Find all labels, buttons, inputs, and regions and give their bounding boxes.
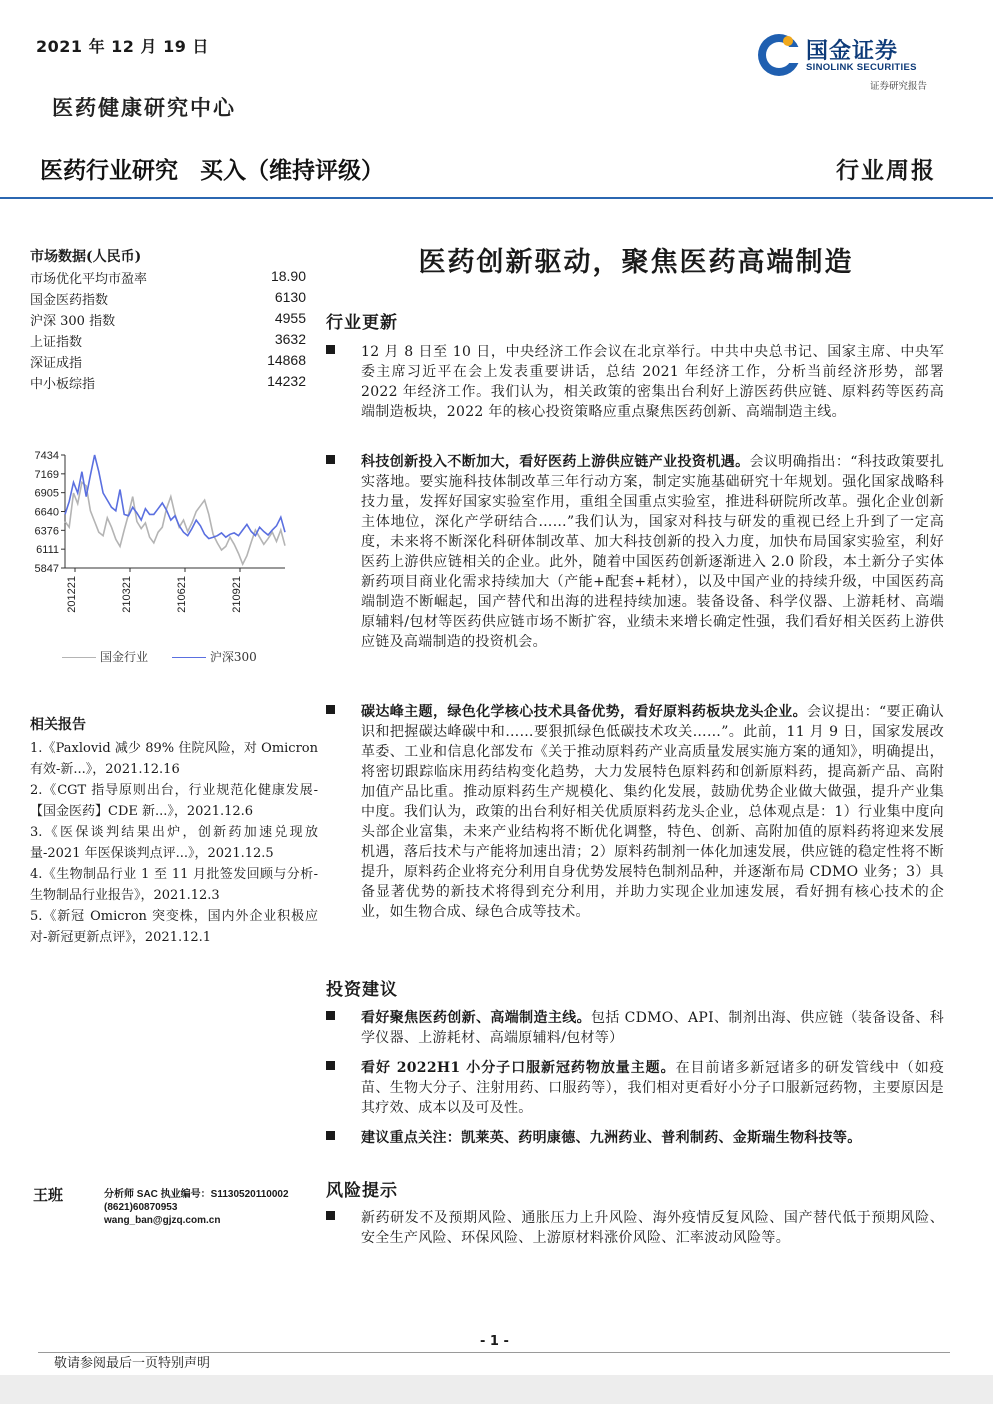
report-title: 医药创新驱动，聚焦医药高端制造 — [418, 247, 854, 278]
related-report-item[interactable]: 3.《医保谈判结果出炉，创新药加速兑现放量-2021 年医保谈判点评...》，2021.12.5 — [30, 825, 318, 861]
y-tick-label: 6376 — [34, 525, 59, 538]
market-row: 市场优化平均市盈率 18.90 — [30, 268, 306, 287]
related-report-item[interactable]: 4.《生物制品行业 1 至 11 月批签发回顾与分析-生物制品行业报告》，2021.12.3 — [30, 867, 318, 903]
chart-legend — [62, 648, 277, 665]
analyst-name: 王班 — [33, 1186, 64, 1204]
related-reports-list — [30, 738, 318, 948]
rating: 买入（维持评级） — [200, 158, 384, 184]
page-number: - 1 - — [480, 1334, 509, 1349]
y-tick-label: 6640 — [34, 506, 59, 519]
bullet-item — [326, 702, 944, 922]
related-report-item[interactable]: 5.《新冠 Omicron 突变株，国内外企业积极应对-新冠更新点评》，2021.12.1 — [30, 909, 318, 945]
y-tick-label: 7169 — [34, 468, 59, 481]
x-tick-label: 210321 — [121, 576, 133, 613]
section-heading: 行业更新 — [326, 313, 398, 333]
footer-disclaimer: 敬请参阅最后一页特别声明 — [54, 1356, 211, 1371]
x-tick-label: 210921 — [231, 576, 243, 613]
bullet-square-icon — [326, 345, 335, 354]
rating-line — [40, 152, 384, 185]
market-row: 中小板综指 14232 — [30, 373, 306, 392]
index-line-chart — [20, 440, 310, 640]
bullet-item — [326, 1208, 944, 1248]
market-row: 国金医药指数 6130 — [30, 289, 306, 308]
section-heading: 风险提示 — [326, 1181, 398, 1201]
market-row: 上证指数 3632 — [30, 331, 306, 350]
analyst-phone: (8621)60870953 — [104, 1202, 178, 1213]
x-tick-label: 210621 — [176, 576, 188, 613]
y-tick-label: 6111 — [36, 544, 59, 557]
series-line-1 — [65, 482, 285, 564]
industry-research: 医药行业研究 — [40, 158, 178, 184]
legend-item: 沪深300 — [172, 648, 257, 665]
bullet-square-icon — [326, 1061, 335, 1070]
analyst-email[interactable]: wang_ban@gjzq.com.cn — [104, 1215, 221, 1226]
logo-mark-icon — [756, 32, 802, 78]
analyst-sac: 分析师 SAC 执业编号：S1130520110002 — [104, 1189, 289, 1200]
market-row: 深证成指 14868 — [30, 352, 306, 371]
bullet-square-icon — [326, 705, 335, 714]
bullet-text: 碳达峰主题，绿色化学核心技术具备优势，看好原料药板块龙头企业。会议提出：“要正确认识和把握碳达峰碳中和……要狠抓绿色低碳技术攻关……”。此前，11 月 9 日，国家发展改革委、工业和信息化部发布《关于推动原料药产业高质量发展实施方案的通知》，明确提出，将密切跟踪临床用药结构变化趋势，大力发展特色原料药和创新原料药，提高新产品、高附加值产品比重。推动原料药生产规模化、集约化发展，鼓励优势企业做大做强，提升产业集中度。我们认为，政策的出台利好相关优质原料药龙头企业，总体观点是：1）行业集中度向头部企业富集，未来产业结构将不断优化调整，特色、创新、高附加值的原料药将迎来发展机遇，落后技术与产能将加速出清；2）原料药制剂一体化加速发展，供应链的稳定性将不断提升，原料药企业将充分利用自身优势发展特色制剂品种，并逐渐布局 CDMO 业务；3）具备显著优势的新技术将得到充分利用，并助力实现企业加速发展，看好拥有核心技术的企业，如生物合成、绿色合成等技术。 — [361, 704, 944, 920]
section-heading: 投资建议 — [326, 980, 398, 1000]
analyst-info — [104, 1188, 289, 1227]
bullet-text: 科技创新投入不断加大，看好医药上游供应链产业投资机遇。会议明确指出：“科技政策要扎实落地。要实施科技体制改革三年行动方案，制定实施基础研究十年规划。强化国家战略科技力量，发挥好国家实验室作用，重组全国重点实验室，推进科研院所改革。强化企业创新主体地位，深化产学研结合……”我们认为，国家对科技与研发的重视已经上升到了一定高度，未来将不断深化科研体制改革、加大科技创新的投入力度，加快布局国家实验室，利好医药上游供应链相关的企业。此外，随着中国医药创新逐渐进入 2.0 阶段，本土新分子实体新药项目商业化需求持续加大（产能+配套+耗材），以及中国产业的持续升级，中国医药高端制造不断崛起，国产替代和出海的进程持续加速。装备设备、科学仪器、上游耗材、高端原辅料/包材等医药供应链市场不断扩容，业绩未来增长确定性强，我们看好相关医药上游供应链及高端制造的投资机会。 — [361, 454, 944, 650]
legend-item: 国金行业 — [62, 648, 148, 665]
y-tick-label: 5847 — [34, 563, 59, 575]
y-tick-label: 6905 — [34, 487, 59, 500]
bullet-text: 新药研发不及预期风险、通胀压力上升风险、海外疫情反复风险、国产替代低于预期风险、安全生产风险、环保风险、上游原材料涨价风险、汇率波动风险等。 — [361, 1210, 944, 1246]
company-logo — [756, 30, 946, 94]
report-date: 2021 年 12 月 19 日 — [36, 37, 209, 56]
market-data-title: 市场数据(人民币) — [30, 249, 142, 265]
bullet-item — [326, 1058, 944, 1118]
logo-sub: 证券研究报告 — [870, 81, 928, 92]
legend-swatch — [172, 657, 206, 658]
bullet-text: 看好 2022H1 小分子口服新冠药物放量主题。在目前诸多新冠诸多的研发管线中（如疫苗、生物大分子、注射用药、口服药等），我们相对更看好小分子口服新冠药物，主要原因是其疗效、成本以及可及性。 — [361, 1060, 944, 1116]
legend-swatch — [62, 657, 96, 658]
x-tick-label: 201221 — [66, 576, 78, 613]
bullet-item — [326, 452, 944, 652]
related-report-item[interactable]: 1.《Paxlovid 减少 89% 住院风险，对 Omicron 有效-新...》，2021.12.16 — [30, 741, 318, 777]
bullet-text: 看好聚焦医药创新、高端制造主线。包括 CDMO、API、制剂出海、供应链（装备设备、科学仪器、上游耗材、高端原辅料/包材等） — [361, 1010, 944, 1046]
bullet-item — [326, 1128, 944, 1148]
bullet-square-icon — [326, 455, 335, 464]
market-row: 沪深 300 指数 4955 — [30, 310, 306, 329]
research-center: 医药健康研究中心 — [52, 95, 236, 120]
series-line-2 — [65, 455, 285, 539]
y-tick-label: 7434 — [34, 450, 59, 462]
header-divider — [0, 197, 993, 199]
related-report-item[interactable]: 2.《CGT 指导原则出台，行业规范化健康发展-【国金医药】CDE 新...》，2021.12.6 — [30, 783, 318, 819]
bullet-square-icon — [326, 1131, 335, 1140]
logo-en: SINOLINK SECURITIES — [806, 62, 917, 73]
bullet-item — [326, 1008, 944, 1048]
logo-cn: 国金证券 — [806, 39, 899, 64]
bullet-text: 12 月 8 日至 10 日，中央经济工作会议在北京举行。中共中央总书记、国家主席、中央军委主席习近平在会上发表重要讲话，总结 2021 年经济工作，分析当前经济形势，部署 2022 年经济工作。我们认为，相关政策的密集出台利好上游医药供应链、原料药等医药高端制造板块，2022 年的核心投资策略应重点聚焦医药创新、高端制造主线。 — [361, 344, 944, 420]
bottom-bar — [0, 1375, 993, 1404]
bullet-square-icon — [326, 1011, 335, 1020]
related-reports-title: 相关报告 — [30, 717, 86, 733]
report-type: 行业周报 — [836, 157, 936, 184]
bullet-item — [326, 342, 944, 422]
bullet-text: 建议重点关注：凯莱英、药明康德、九洲药业、普利制药、金斯瑞生物科技等。 — [361, 1130, 862, 1146]
bullet-square-icon — [326, 1211, 335, 1220]
